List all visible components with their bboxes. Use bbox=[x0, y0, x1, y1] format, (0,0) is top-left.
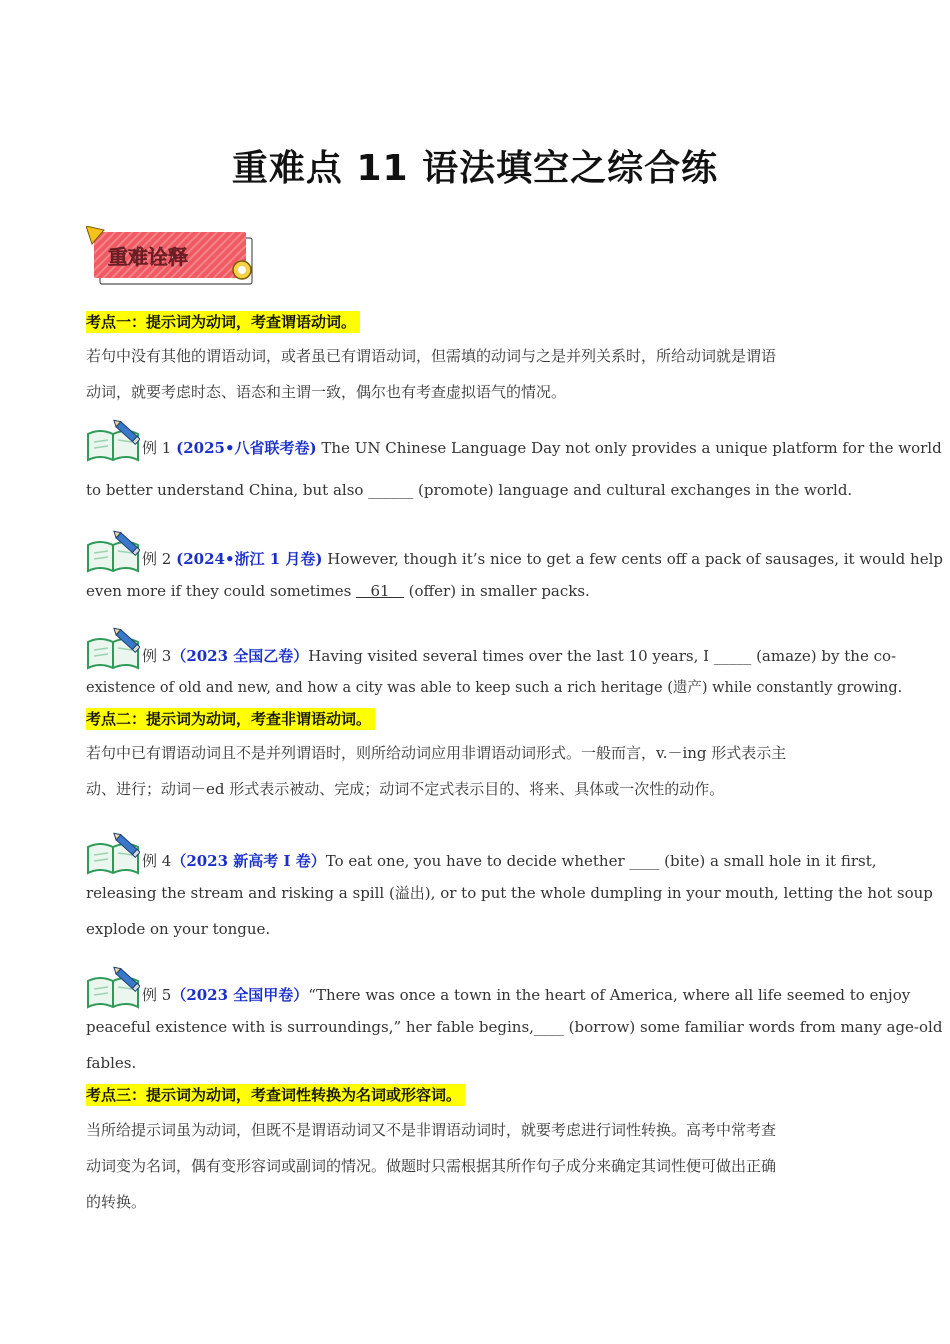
example-text: However, though it’s nice to get a few cents off a pack of sausages, it would help bbox=[322, 550, 943, 568]
desc-line: 动词变为名词，偶有变形容词或副词的情况。做题时只需根据其所作句子成分来确定其词性便可做出正确 bbox=[86, 1157, 777, 1175]
book-pencil-icon bbox=[86, 527, 140, 573]
badge-label: 重难诠释 bbox=[108, 245, 188, 269]
section-head-3: 考点三：提示词为动词，考查词性转换为名词或形容词。 bbox=[86, 1084, 465, 1106]
section-head-1: 考点一：提示词为动词，考查谓语动词。 bbox=[86, 311, 360, 333]
example-line: explode on your tongue. bbox=[86, 920, 271, 938]
example-line: peaceful existence with is surroundings,” her fable begins,____ (borrow) some familiar words from many age-old bbox=[86, 1018, 943, 1036]
book-pencil-icon bbox=[86, 416, 140, 462]
answer-blank: 61 bbox=[356, 582, 404, 600]
section-desc-2 bbox=[86, 735, 866, 807]
page-title: 重难点 11 语法填空之综合练 bbox=[231, 148, 719, 189]
book-pencil-icon bbox=[86, 829, 140, 875]
example-2 bbox=[86, 527, 943, 609]
example-source: （2023 全国乙卷） bbox=[171, 647, 309, 665]
section-badge bbox=[86, 226, 258, 288]
example-5 bbox=[86, 963, 943, 1081]
example-4 bbox=[86, 829, 933, 947]
desc-line: 动词，就要考虑时态、语态和主谓一致，偶尔也有考查虚拟语气的情况。 bbox=[86, 383, 567, 401]
example-text: “There was once a town in the heart of America, where all life seemed to enjoy bbox=[308, 986, 911, 1004]
example-label: 例 3 bbox=[142, 647, 172, 665]
example-line-post: (offer) in smaller packs. bbox=[403, 582, 590, 600]
example-line: to better understand China, but also ______ (promote) language and cultural exchanges in the world. bbox=[86, 481, 853, 499]
example-label: 例 2 bbox=[142, 550, 177, 568]
desc-line: 若句中已有谓语动词且不是并列谓语时，则所给动词应用非谓语动词形式。一般而言，v.－ing 形式表示主 bbox=[86, 744, 787, 762]
book-pencil-icon bbox=[86, 963, 140, 1009]
example-line-pre: even more if they could sometimes bbox=[86, 582, 357, 600]
example-text: Having visited several times over the last 10 years, I _____ (amaze) by the co- bbox=[308, 647, 897, 665]
example-text: To eat one, you have to decide whether ____ (bite) a small hole in it first, bbox=[325, 852, 877, 870]
example-label: 例 1 bbox=[142, 439, 177, 457]
book-pencil-icon bbox=[86, 624, 140, 670]
section-desc-1 bbox=[86, 338, 866, 410]
example-1 bbox=[86, 416, 942, 508]
example-label: 例 4 bbox=[142, 852, 172, 870]
example-source: (2024•浙江 1 月卷) bbox=[176, 550, 323, 568]
section-desc-3 bbox=[86, 1112, 866, 1220]
section-head-2: 考点二：提示词为动词，考查非谓语动词。 bbox=[86, 708, 375, 730]
desc-line: 的转换。 bbox=[86, 1193, 147, 1211]
badge-graphic bbox=[86, 226, 258, 288]
example-line: existence of old and new, and how a city was able to keep such a rich heritage (遗产) while constantly growing. bbox=[86, 680, 903, 696]
example-line bbox=[86, 573, 866, 609]
example-source: （2023 新高考 I 卷） bbox=[171, 852, 326, 870]
example-line: fables. bbox=[86, 1054, 137, 1072]
desc-line: 动、进行；动词－ed 形式表示被动、完成；动词不定式表示目的、将来、具体或一次性的动作。 bbox=[86, 780, 725, 798]
example-source: (2025•八省联考卷) bbox=[176, 439, 317, 457]
example-label: 例 5 bbox=[142, 986, 172, 1004]
example-line: releasing the stream and risking a spill (溢出), or to put the whole dumpling in your mouth, letting the hot soup bbox=[86, 884, 933, 902]
example-source: （2023 全国甲卷） bbox=[171, 986, 309, 1004]
example-text: The UN Chinese Language Day not only provides a unique platform for the world bbox=[316, 439, 942, 457]
desc-line: 当所给提示词虽为动词，但既不是谓语动词又不是非谓语动词时，就要考虑进行词性转换。高考中常考查 bbox=[86, 1121, 777, 1139]
desc-line: 若句中没有其他的谓语动词，或者虽已有谓语动词，但需填的动词与之是并列关系时，所给动词就是谓语 bbox=[86, 347, 777, 365]
example-3 bbox=[86, 624, 903, 706]
